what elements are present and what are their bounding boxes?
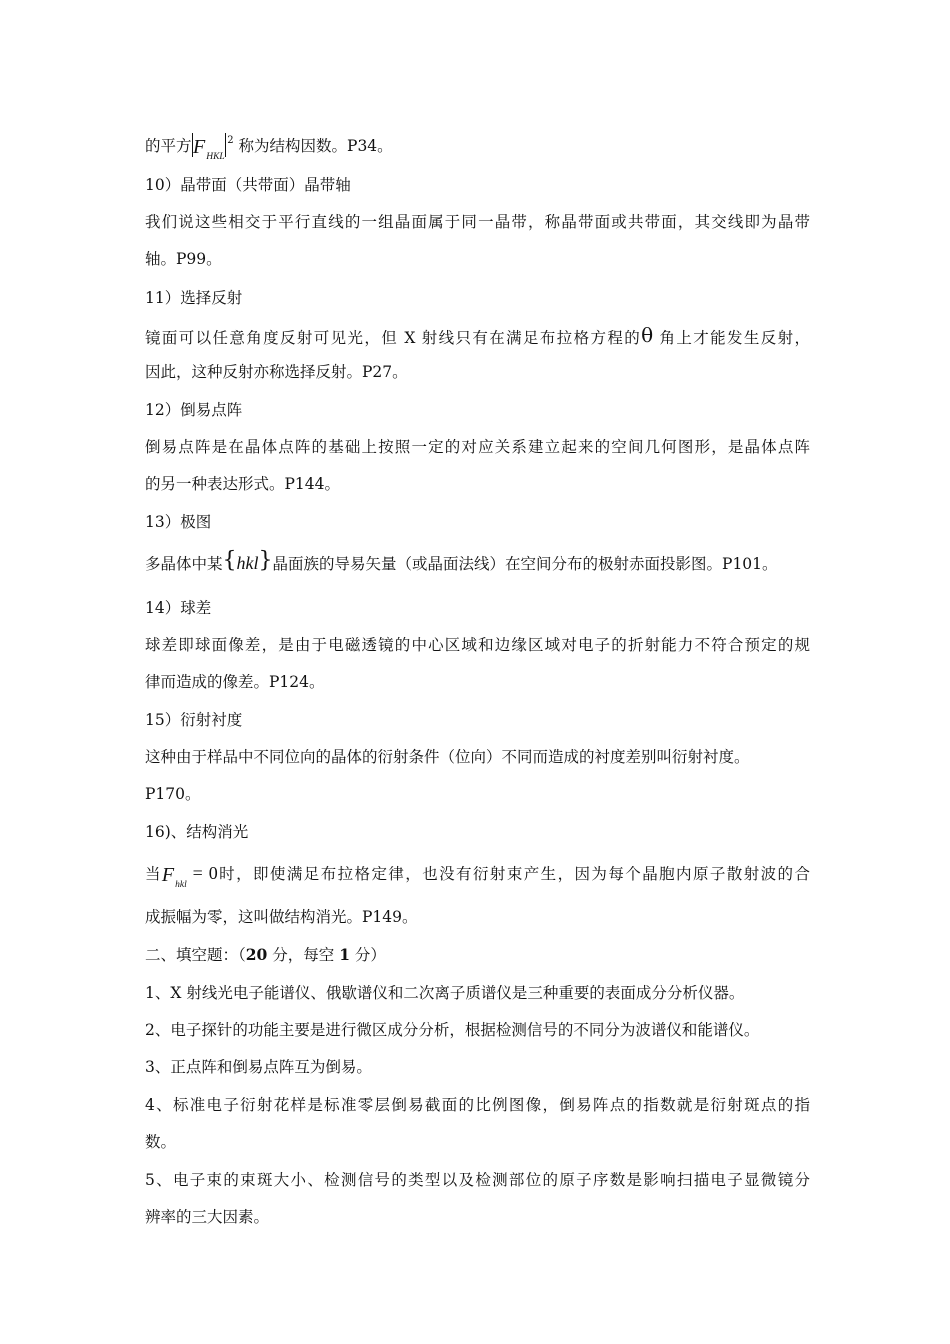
paragraph-line xyxy=(145,324,810,349)
answer-item: 1、X 射线光电子能谱仪、俄歇谱仪和二次离子质谱仪是三种重要的表面成分分析仪器。 xyxy=(145,984,745,1002)
paragraph-line: 倒易点阵是在晶体点阵的基础上按照一定的对应关系建立起来的空间几何图形，是晶体点阵 xyxy=(145,438,810,456)
heading-12: 12）倒易点阵 xyxy=(145,401,243,419)
math-superscript: 2 xyxy=(227,135,234,146)
abs-bar-right xyxy=(225,133,227,157)
heading-13: 13）极图 xyxy=(145,513,212,531)
structure-factor-line xyxy=(145,130,810,168)
answer-item: 4、标准电子衍射花样是标准零层倒易截面的比例图像，倒易阵点的指数就是衍射斑点的指 xyxy=(145,1096,810,1114)
paragraph-line: 这种由于样品中不同位向的晶体的衍射条件（位向）不同而造成的衬度差别叫衍射衬度。 xyxy=(145,748,750,766)
paragraph-line: 成振幅为零，这叫做结构消光。P149。 xyxy=(145,908,418,926)
math-subscript: hkl xyxy=(175,880,187,890)
text-fragment: 分，每空 xyxy=(267,946,340,964)
heading-14: 14）球差 xyxy=(145,599,212,617)
math-symbol: F xyxy=(193,136,206,158)
paragraph-line: 的另一种表达形式。P144。 xyxy=(145,475,341,493)
answer-item: 数。 xyxy=(145,1133,177,1151)
heading-11: 11）选择反射 xyxy=(145,289,243,307)
text-fragment: 时，即使满足布拉格定律，也没有衍射束产生，因为每个晶胞内原子散射波的合 xyxy=(217,865,810,883)
text-fragment: 称为结构因数。P34。 xyxy=(233,137,393,155)
text-fragment: 晶面族的导易矢量（或晶面法线）在空间分布的极射赤面投影图。P101。 xyxy=(272,555,778,573)
math-symbol: F xyxy=(161,864,175,886)
section-heading xyxy=(145,944,810,966)
right-brace: } xyxy=(258,548,273,573)
math-hkl: hkl xyxy=(236,553,259,573)
theta-symbol: θ xyxy=(641,323,654,347)
heading-16: 16)、结构消光 xyxy=(145,823,249,841)
paragraph-line: 球差即球面像差，是由于电磁透镜的中心区域和边缘区域对电子的折射能力不符合预定的规 xyxy=(145,636,810,654)
math-equation: = 0 xyxy=(186,863,218,883)
heading-15: 15）衍射衬度 xyxy=(145,711,243,729)
paragraph-line xyxy=(145,862,810,896)
text-fragment: 的平方 xyxy=(145,137,192,155)
text-fragment: 镜面可以任意角度反射可见光，但 X 射线只有在满足布拉格方程的 xyxy=(145,329,642,347)
heading-10: 10）晶带面（共带面）晶带轴 xyxy=(145,176,351,194)
text-fragment: 多晶体中某 xyxy=(145,555,223,573)
paragraph-line: 我们说这些相交于平行直线的一组晶面属于同一晶带，称晶带面或共带面，其交线即为晶带 xyxy=(145,213,810,231)
text-fragment: 二、填空题：（ xyxy=(145,946,246,964)
paragraph-line: 因此，这种反射亦称选择反射。P27。 xyxy=(145,363,408,381)
answer-item: 5、电子束的束斑大小、检测信号的类型以及检测部位的原子序数是影响扫描电子显微镜分 xyxy=(145,1171,810,1189)
left-brace: { xyxy=(222,548,237,573)
math-subscript: HKL xyxy=(206,152,225,162)
bold-number: 20 xyxy=(245,945,268,964)
paragraph-line: 律而造成的像差。P124。 xyxy=(145,673,325,691)
paragraph-line: 轴。P99。 xyxy=(145,250,222,268)
text-fragment: 当 xyxy=(145,865,162,883)
paragraph-line xyxy=(145,550,810,575)
answer-item: 2、电子探针的功能主要是进行微区成分分析，根据检测信号的不同分为波谱仪和能谱仪。 xyxy=(145,1021,760,1039)
bold-number: 1 xyxy=(339,945,350,964)
text-fragment: 分） xyxy=(350,946,386,964)
paragraph-line: P170。 xyxy=(145,785,201,803)
text-fragment: 角上才能发生反射， xyxy=(653,329,810,347)
answer-item: 3、正点阵和倒易点阵互为倒易。 xyxy=(145,1058,372,1076)
answer-item: 辨率的三大因素。 xyxy=(145,1208,270,1226)
